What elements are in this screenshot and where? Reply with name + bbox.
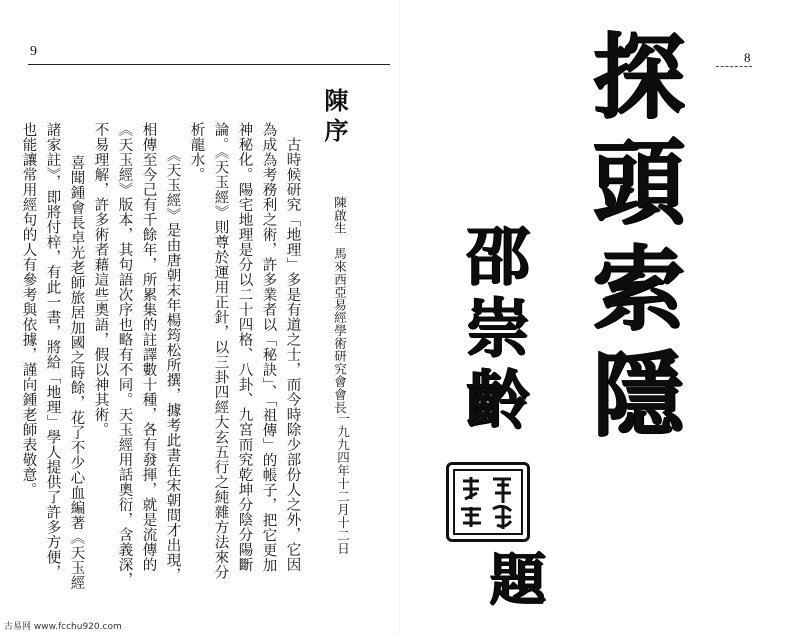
paragraph-column: 喜聞鍾會長卓光老師旅居加國之時餘，花了不少心血編著《天玉經 [68,140,85,590]
paragraph-column: 相傳至今己有千餘年，所累集的註譯數十種，各有發揮，就是流傳的 [140,122,157,572]
page-number: 8 [744,50,751,65]
date-line: 一九九四年十二月十二日 [335,412,351,555]
right-page [400,0,793,635]
paragraph-column: 神秘化。陽宅地理是分以二十四格、八卦、九宮而究乾坤分陰分陽斷 [236,122,253,572]
calligraphy-inscription-mark: 題 [490,547,546,613]
header-rule [716,66,752,68]
calligraphy-signer: 邵崇齡 [455,222,530,438]
paragraph-column: 析龍水。 [188,122,205,182]
page-number: 9 [30,44,37,59]
header-rule [28,64,390,65]
paragraph-column: 諸家註》，即將付梓，有此一書，將給「地理」學人提供了許多方便， [44,122,61,580]
paragraph-column: 《天玉經》是由唐朝末年楊筠松所撰，據考此書在宋朝間才出現， [164,140,181,583]
seal-stamp-icon [446,462,530,542]
calligraphy-title: 探頭索隱 [578,28,686,452]
paragraph-column: 為成為考務利之術，許多業者以「秘訣」、「祖傳」的帳子，把它更加 [260,122,277,573]
preface-heading: 陳序 [320,88,349,148]
paragraph-column: 《天玉經》版本，其句語次序也略有不同。天玉經用話奧衍，含義深， [116,122,133,587]
author-line: 陳啟生 馬來西亞易經學術研究會會長 [332,196,348,414]
paragraph-column: 論。《天玉經》則尊於運用正針，以三卦四經大玄五行之純雜方法來分 [212,122,229,580]
paragraph-column: 也能讓常用經句的人有參考與依據，謹向鍾老師表敬意。 [20,122,37,497]
paragraph-column: 不易理解，許多術者藉這些奧語，假以神其術。 [92,122,109,437]
paragraph-column: 古時候研究「地理」多是有道之士，而今時除少部份人之外，它因 [284,122,301,572]
watermark-site: 古易网 www.fcchu920.com [4,622,122,632]
